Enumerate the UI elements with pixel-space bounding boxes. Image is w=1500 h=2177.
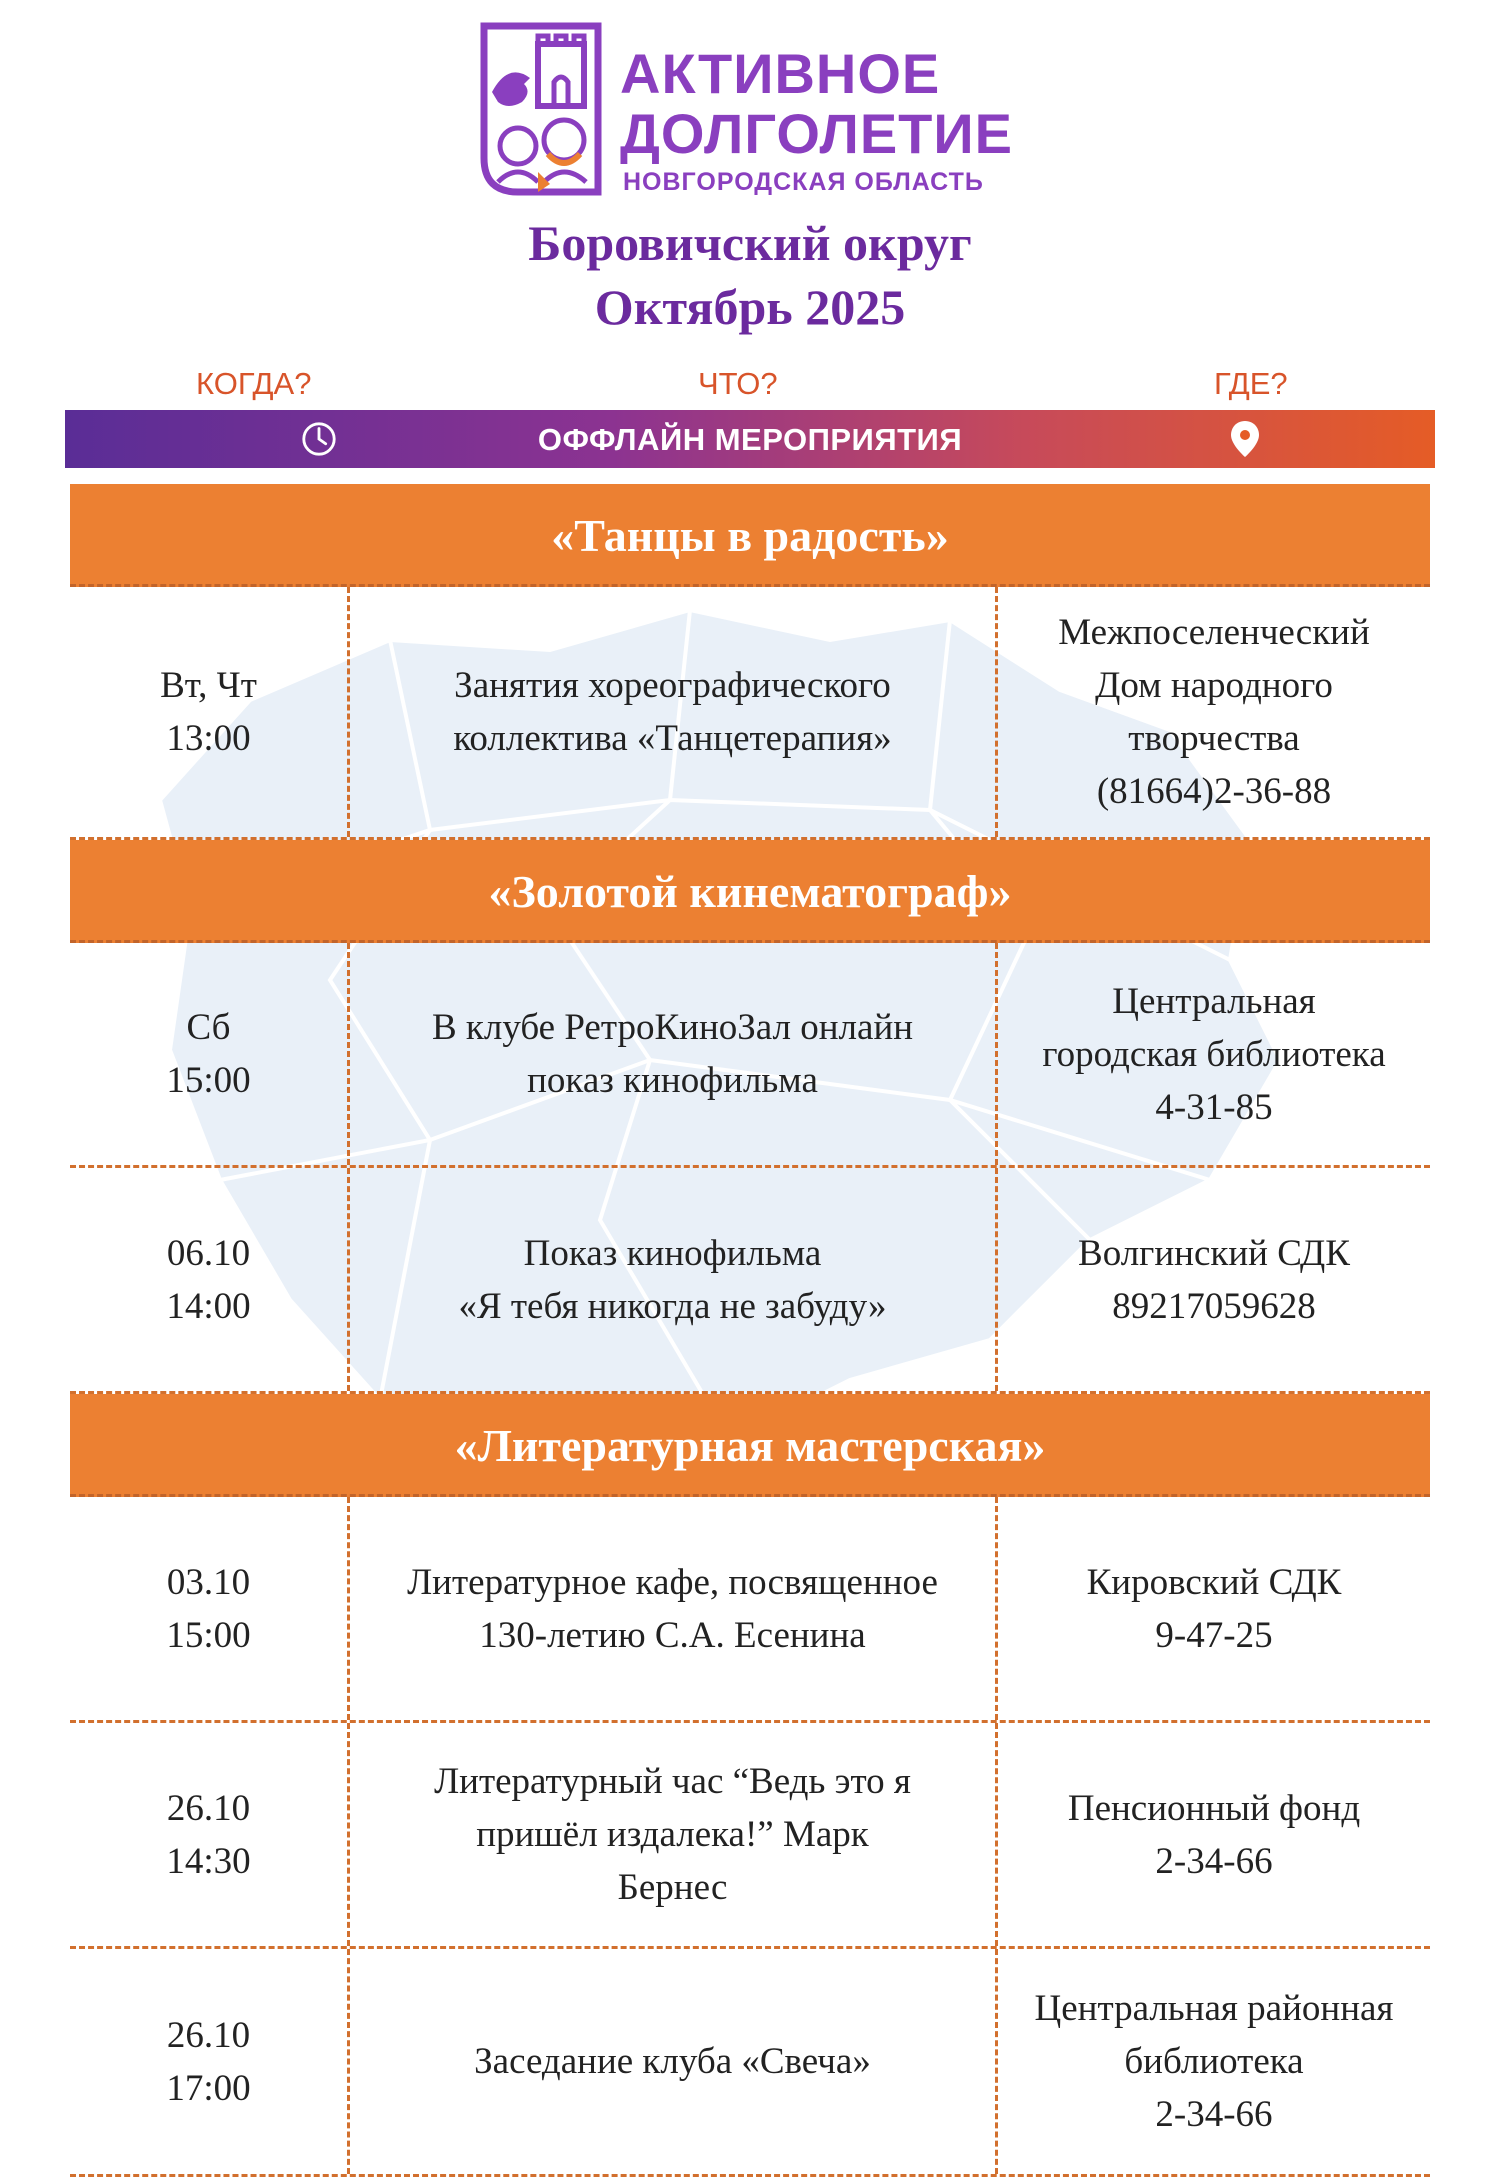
- event-what: Литературный час “Ведь это я пришёл издалека!” Марк Бернес: [350, 1723, 998, 1946]
- active-longevity-logo: [478, 22, 1028, 197]
- event-what: В клубе РетроКиноЗал онлайн показ кинофильма: [350, 943, 998, 1165]
- section-header: «Литературная мастерская»: [70, 1394, 1430, 1497]
- event-what: Занятия хореографического коллектива «Танцетерапия»: [350, 587, 998, 837]
- event-row: [70, 1168, 1430, 1394]
- event-when: 03.10 15:00: [70, 1497, 350, 1720]
- event-what: Показ кинофильма «Я тебя никогда не забуду»: [350, 1168, 998, 1391]
- offline-events-banner: [65, 410, 1435, 468]
- event-when: 26.10 17:00: [70, 1949, 350, 2174]
- event-row: [70, 1497, 1430, 1723]
- event-what: Заседание клуба «Свеча»: [350, 1949, 998, 2174]
- page-header: [0, 0, 1500, 401]
- event-where: Центральная городская библиотека 4-31-85: [1042, 980, 1386, 1128]
- event-where: Пенсионный фонд 2-34-66: [1067, 1787, 1361, 1882]
- event-what: Литературное кафе, посвященное 130-летию С.А. Есенина: [350, 1497, 998, 1720]
- event-where: Волгинский СДК 89217059628: [1078, 1232, 1350, 1327]
- event-where: Центральная районная библиотека 2-34-66: [1034, 1988, 1394, 2135]
- column-label-what: ЧТО?: [698, 366, 778, 401]
- event-when: Вт, Чт 13:00: [70, 587, 350, 837]
- events-schedule: [70, 484, 1430, 2177]
- column-label-when: КОГДА?: [196, 366, 312, 401]
- district-title: Боровичский округ: [528, 215, 972, 271]
- month-title: Октябрь 2025: [594, 279, 906, 335]
- column-label-where: ГДЕ?: [1214, 366, 1288, 401]
- logo-line-longevity: ДОЛГОЛЕТИЕ: [620, 102, 1013, 165]
- logo-emblem-icon: [478, 22, 604, 197]
- event-row: [70, 1949, 1430, 2177]
- logo-line-active: АКТИВНОЕ: [620, 42, 941, 105]
- event-where: Межпоселенческий Дом народного творчества (81664)2-36-88: [1058, 612, 1370, 812]
- logo-line-region: НОВГОРОДСКАЯ ОБЛАСТЬ: [623, 168, 984, 196]
- event-where: Кировский СДК 9-47-25: [1086, 1561, 1342, 1656]
- section-header: «Золотой кинематограф»: [70, 840, 1430, 943]
- event-when: 26.10 14:30: [70, 1723, 350, 1946]
- event-when: 06.10 14:00: [70, 1168, 350, 1391]
- event-row: [70, 943, 1430, 1168]
- location-pin-icon: [1228, 419, 1262, 459]
- section-header: «Танцы в радость»: [70, 484, 1430, 587]
- banner-label: ОФФЛАЙН МЕРОПРИЯТИЯ: [537, 422, 963, 457]
- event-row: [70, 587, 1430, 840]
- event-when: Сб 15:00: [70, 943, 350, 1165]
- event-row: [70, 1723, 1430, 1949]
